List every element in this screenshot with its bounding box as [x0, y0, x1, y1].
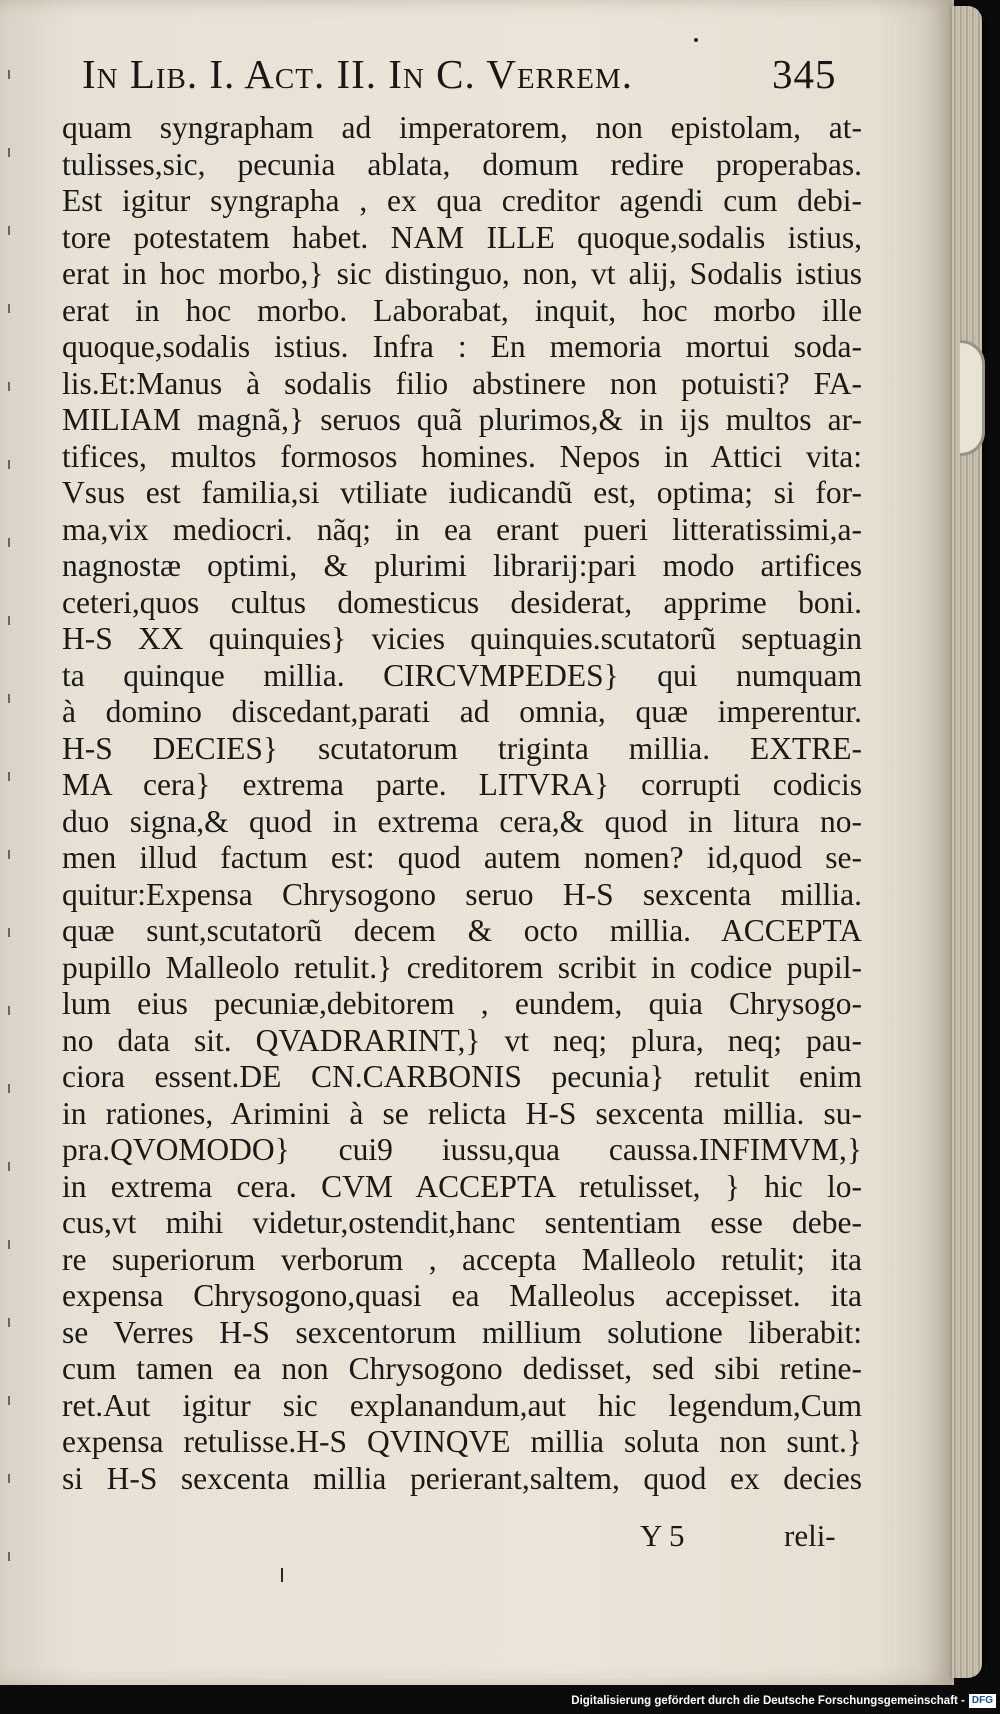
text-line: ciora essent.DE CN.CARBONIS pecunia} retulit enim — [62, 1059, 862, 1094]
text-line: lum eius pecuniæ,debitorem , eundem, quia Chrysogo- — [62, 986, 862, 1021]
text-line: MA cera} extrema parte. LITVRA} corrupti codicis — [62, 767, 862, 802]
page-stack-edge — [952, 6, 982, 1678]
text-line: no data sit. QVADRARINT,} vt neq; plura, neq; pau- — [62, 1022, 862, 1058]
margin-tick — [8, 1552, 10, 1561]
margin-tick — [8, 1474, 10, 1483]
text-line: si H-S sexcenta millia perierant,saltem, quod ex decies — [62, 1460, 862, 1496]
text-line: quæ sunt,scutatorũ decem & octo millia. ACCEPTA — [62, 913, 862, 948]
margin-tick — [8, 1318, 10, 1327]
text-line: quoque,sodalis istius. Infra : En memoria mortui soda- — [62, 329, 862, 364]
text-line: ret.Aut igitur sic explanandum,aut hic legendum,Cum — [62, 1387, 862, 1423]
text-line: MILIAM magnã,} seruos quã plurimos,& in ijs multos ar- — [62, 402, 862, 437]
text-line: Vsus est familia,si vtiliate iudicandũ est, optima; si for- — [62, 475, 862, 510]
text-line: ta quinque millia. CIRCVMPEDES} qui numquam — [62, 657, 862, 693]
margin-tick — [8, 616, 10, 625]
margin-tick — [8, 460, 10, 469]
text-line: in rationes, Arimini à se relicta H-S sexcenta millia. su- — [62, 1095, 862, 1131]
margin-tick — [8, 928, 10, 937]
signature-mark: Y 5 — [640, 1518, 685, 1553]
credit-text: Digitalisierung gefördert durch die Deutsche Forschungsgemeinschaft - — [571, 1695, 965, 1707]
text-line: H-S DECIES} scutatorum triginta millia. EXTRE- — [62, 730, 862, 766]
text-line: expensa Chrysogono,quasi ea Malleolus accepisset. ita — [62, 1278, 862, 1313]
page-number: 345 — [772, 51, 837, 97]
margin-tick — [8, 850, 10, 859]
margin-tick — [8, 694, 10, 703]
text-line: Est igitur syngrapha , ex qua creditor agendi cum debi- — [62, 183, 862, 218]
text-line: tore potestatem habet. NAM ILLE quoque,sodalis istius, — [62, 219, 862, 255]
margin-tick — [8, 772, 10, 781]
text-line: ma,vix mediocri. nãq; in ea erant pueri litteratissimi,a- — [62, 511, 862, 547]
margin-tick — [8, 304, 10, 313]
catchword: reli- — [784, 1518, 836, 1553]
text-line: pra.QVOMODO} cui9 iussu,qua caussa.INFIMVM,} — [62, 1132, 862, 1167]
margin-tick — [8, 1084, 10, 1093]
margin-tick — [8, 382, 10, 391]
ink-mark — [281, 1568, 283, 1582]
text-line: in extrema cera. CVM ACCEPTA retulisset, } hic lo- — [62, 1168, 862, 1204]
text-line: erat in hoc morbo. Laborabat, inquit, hoc morbo ille — [62, 292, 862, 328]
text-line: nagnostæ optimi, & plurimi librarij:pari modo artifices — [62, 548, 862, 583]
text-line: cus,vt mihi videtur,ostendit,hanc sententiam esse debe- — [62, 1205, 862, 1240]
margin-tick — [8, 1240, 10, 1249]
page-clip — [960, 340, 985, 456]
text-line: duo signa,& quod in extrema cera,& quod in litura no- — [62, 803, 862, 839]
margin-tick — [8, 1396, 10, 1405]
running-head-title: In Lib. I. Act. II. In C. Verrem. — [82, 51, 633, 97]
text-line: cum tamen ea non Chrysogono dedisset, sed sibi retine- — [62, 1351, 862, 1386]
ink-dot — [694, 38, 698, 42]
text-line: tulisses,sic, pecunia ablata, domum redire properabas. — [62, 146, 862, 182]
margin-tick — [8, 1006, 10, 1015]
text-line: tifices, multos formosos homines. Nepos in Attici vita: — [62, 438, 862, 474]
text-line: ceteri,quos cultus domesticus desiderat, apprime boni. — [62, 584, 862, 620]
text-line: se Verres H-S sexcentorum millium solutione liberabit: — [62, 1314, 862, 1350]
margin-tick — [8, 148, 10, 157]
margin-tick — [8, 226, 10, 235]
text-line: men illud factum est: quod autem nomen? id,quod se- — [62, 840, 862, 875]
dfg-logo: DFG — [969, 1694, 996, 1708]
margin-tick — [8, 538, 10, 547]
text-line: quam syngrapham ad imperatorem, non epistolam, at- — [62, 110, 862, 145]
text-line: expensa retulisse.H-S QVINQVE millia soluta non sunt.} — [62, 1424, 862, 1459]
text-line: lis.Et:Manus à sodalis filio abstinere non potuisti? FA- — [62, 365, 862, 401]
digitization-credit — [571, 1692, 996, 1710]
binding-margin — [0, 0, 30, 1685]
margin-tick — [8, 70, 10, 79]
text-line: pupillo Malleolo retulit.} creditorem scribit in codice pupil- — [62, 949, 862, 985]
text-line: quitur:Expensa Chrysogono seruo H-S sexcenta millia. — [62, 876, 862, 912]
margin-tick — [8, 1162, 10, 1171]
body-text — [62, 110, 862, 1497]
text-line: à domino discedant,parati ad omnia, quæ imperentur. — [62, 694, 862, 729]
text-line: H-S XX quinquies} vicies quinquies.scutatorũ septuagin — [62, 621, 862, 656]
text-line: erat in hoc morbo,} sic distinguo, non, vt alij, Sodalis istius — [62, 256, 862, 291]
running-head — [82, 50, 862, 98]
text-line: re superiorum verborum , accepta Malleolo retulit; ita — [62, 1241, 862, 1277]
